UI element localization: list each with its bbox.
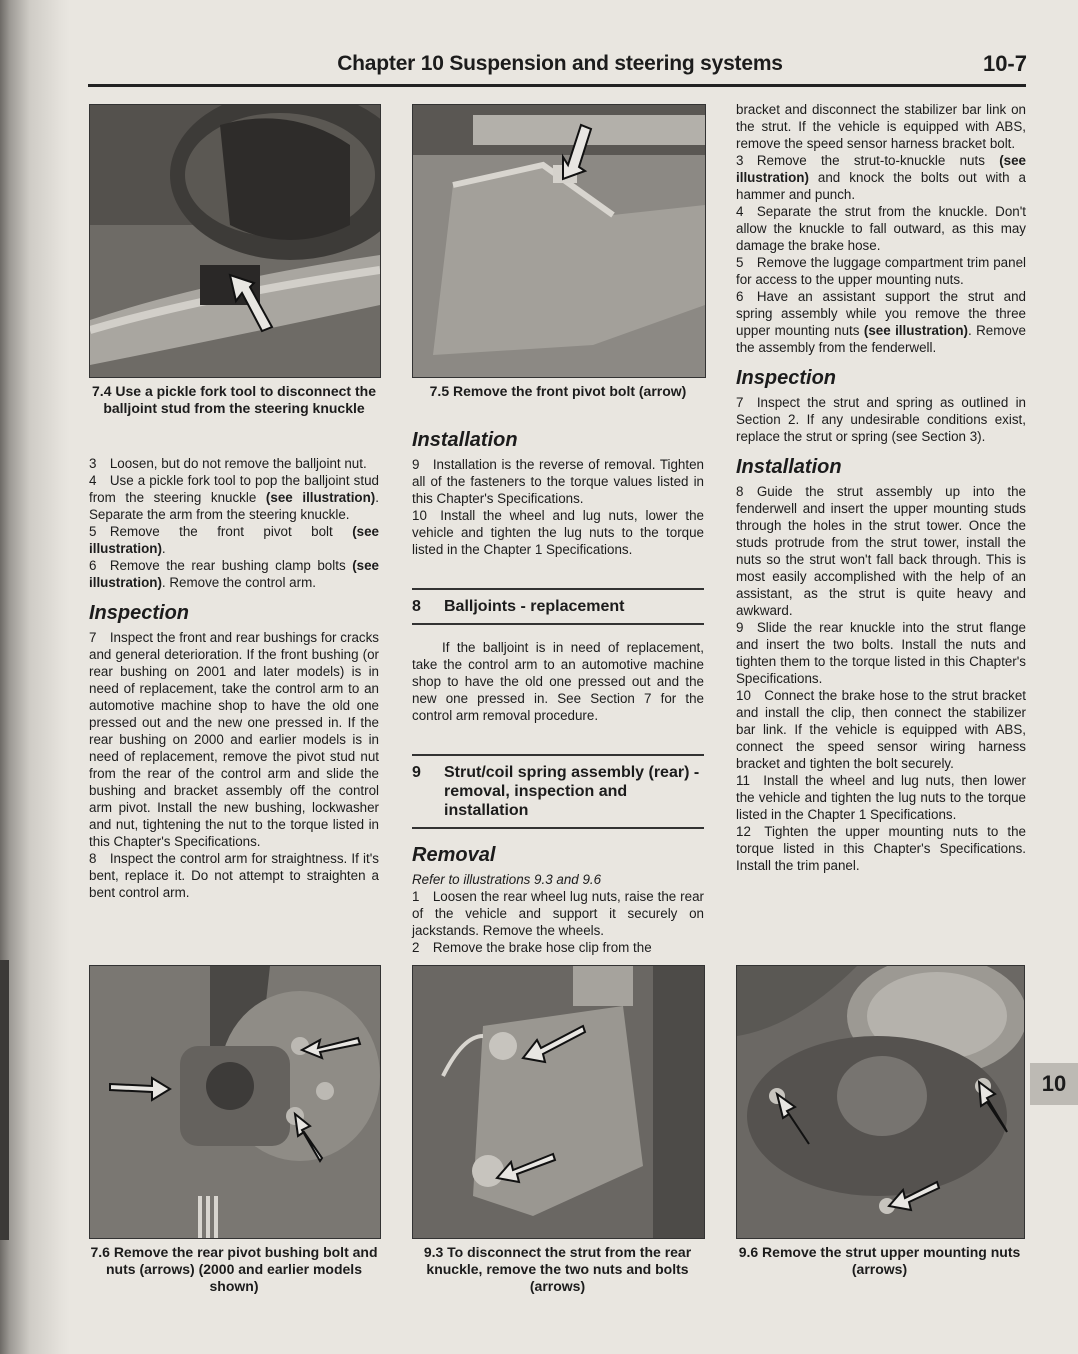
step-6: 6 Remove the rear bushing clamp bolts (see illustration). Remove the control arm.	[89, 558, 379, 590]
header-rule	[88, 84, 1026, 87]
step-8: 8 Inspect the control arm for straightness. If it's bent, replace it. Do not attempt to straighten a bent control arm.	[89, 851, 379, 900]
removal-step-2: 2 Remove the brake hose clip from the	[412, 940, 652, 955]
step-4: 4 Use a pickle fork tool to pop the balljoint stud from the steering knuckle (see illustration). Separate the arm from the steering knuckle.	[89, 473, 379, 522]
removal-step-3: 3 Remove the strut-to-knuckle nuts (see illustration) and knock the bolts out with a hammer and punch.	[736, 153, 1026, 202]
installation-heading: Installation	[412, 429, 518, 451]
caption-7-4: 7.4 Use a pickle fork tool to disconnect the balljoint stud from the steering knuckle	[92, 383, 376, 416]
photo-9-6	[736, 965, 1025, 1239]
page-number: 10-7	[982, 51, 1027, 76]
removal-step-6: 6 Have an assistant support the strut and spring assembly while you remove the three upper mounting nuts (see illustration). Remove the assembly from the fenderwell.	[736, 289, 1026, 355]
inspection-heading: Inspection	[89, 602, 190, 624]
installation-step-9: 9 Slide the rear knuckle into the strut flange and insert the two bolts. Install the nuts and tighten them to the torque listed in this Chapter's Specifications.	[736, 620, 1026, 686]
caption-9-6: 9.6 Remove the strut upper mounting nuts (arrows)	[738, 1244, 1021, 1277]
step-3: 3 Loosen, but do not remove the balljoint nut.	[89, 456, 367, 471]
installation-heading-2: Installation	[736, 456, 842, 478]
removal-heading: Removal	[412, 844, 496, 866]
inspection-heading-2: Inspection	[736, 367, 837, 389]
photo-7-4	[89, 104, 381, 378]
refer-to-illustrations: Refer to illustrations 9.3 and 9.6	[412, 872, 602, 887]
column-3	[736, 101, 1026, 874]
step-10: 10 Install the wheel and lug nuts, lower the vehicle and tighten the lug nuts to the torque listed in the Chapter 1 Specifications.	[412, 508, 704, 557]
binding-shadow	[0, 0, 70, 1354]
column-1	[89, 455, 379, 901]
chapter-tab: 10	[1030, 1063, 1078, 1105]
caption-7-5: 7.5 Remove the front pivot bolt (arrow)	[429, 383, 687, 399]
installation-step-10: 10 Connect the brake hose to the strut bracket and install the clip, then connect the stabilizer bar link. If the vehicle is equipped with ABS, connect the speed sensor wiring harness bracket and tighten the bolt securely.	[736, 688, 1026, 771]
installation-step-8: 8 Guide the strut assembly up into the fenderwell and insert the upper mounting studs through the holes in the strut tower. Once the studs protrude from the strut tower, install the nuts so the strut won't fall back through. This is most easily accomplished with the help of an assistant, as the strut is quite heavy and awkward.	[736, 484, 1026, 618]
section-9-heading: 9 Strut/coil spring assembly (rear) - removal, inspection and installation	[412, 754, 704, 829]
installation-step-11: 11 Install the wheel and lug nuts, then lower the vehicle and tighten the lug nuts to the torque listed in the Chapter 1 Specifications.	[736, 773, 1026, 822]
caption-7-6: 7.6 Remove the rear pivot bushing bolt and nuts (arrows) (2000 and earlier models shown)	[90, 1244, 378, 1294]
removal-step-5: 5 Remove the luggage compartment trim panel for access to the upper mounting nuts.	[736, 255, 1026, 287]
photo-9-3	[412, 965, 705, 1239]
removal-step-1: 1 Loosen the rear wheel lug nuts, raise the rear of the vehicle and support it securely on jackstands. Remove the wheels.	[412, 889, 704, 938]
removal-step-4: 4 Separate the strut from the knuckle. Don't allow the knuckle to fall outward, as this may damage the brake hose.	[736, 204, 1026, 253]
step-9: 9 Installation is the reverse of removal. Tighten all of the fasteners to the torque values listed in this Chapter's Specifications.	[412, 457, 704, 506]
section-8-body: If the balljoint is in need of replacement, take the control arm to an automotive machine shop to have the old one pressed out and the new one pressed in. See Section 7 for the control arm removal procedure.	[412, 640, 704, 723]
removal-step-2-cont: bracket and disconnect the stabilizer bar link on the strut. If the vehicle is equipped with ABS, remove the speed sensor harness bracket bolt.	[736, 102, 1026, 151]
step-5: 5 Remove the front pivot bolt (see illustration).	[89, 524, 379, 556]
binding-edge	[0, 960, 9, 1240]
inspection-step-7: 7 Inspect the strut and spring as outlined in Section 2. If any undesirable conditions exist, replace the strut or spring (see Section 3).	[736, 395, 1026, 444]
chapter-title: Chapter 10 Suspension and steering systems	[337, 52, 783, 75]
step-7: 7 Inspect the front and rear bushings for cracks and general deterioration. If the front bushing (or rear bushing on 2001 and later models) is in need of replacement, take the control arm to an automotive machine shop to have the old one pressed out and the new one pressed in. If the rear bushing on 2000 and earlier models is in need of replacement, remove the pivot stud nut from the rear of the control arm and slide the bushing and bracket assembly off the control arm pivot. Install the new bushing, lockwasher and nut, tightening the nut to the torque listed in this Chapter's Specifications.	[89, 630, 379, 849]
column-2	[412, 418, 704, 956]
photo-7-6	[89, 965, 381, 1239]
caption-9-3: 9.3 To disconnect the strut from the rear knuckle, remove the two nuts and bolts (arrows)	[423, 1244, 692, 1294]
photo-7-5	[412, 104, 706, 378]
section-8-heading: 8 Balljoints - replacement	[412, 588, 704, 625]
installation-step-12: 12 Tighten the upper mounting nuts to the torque listed in this Chapter's Specifications. Install the trim panel.	[736, 824, 1026, 873]
